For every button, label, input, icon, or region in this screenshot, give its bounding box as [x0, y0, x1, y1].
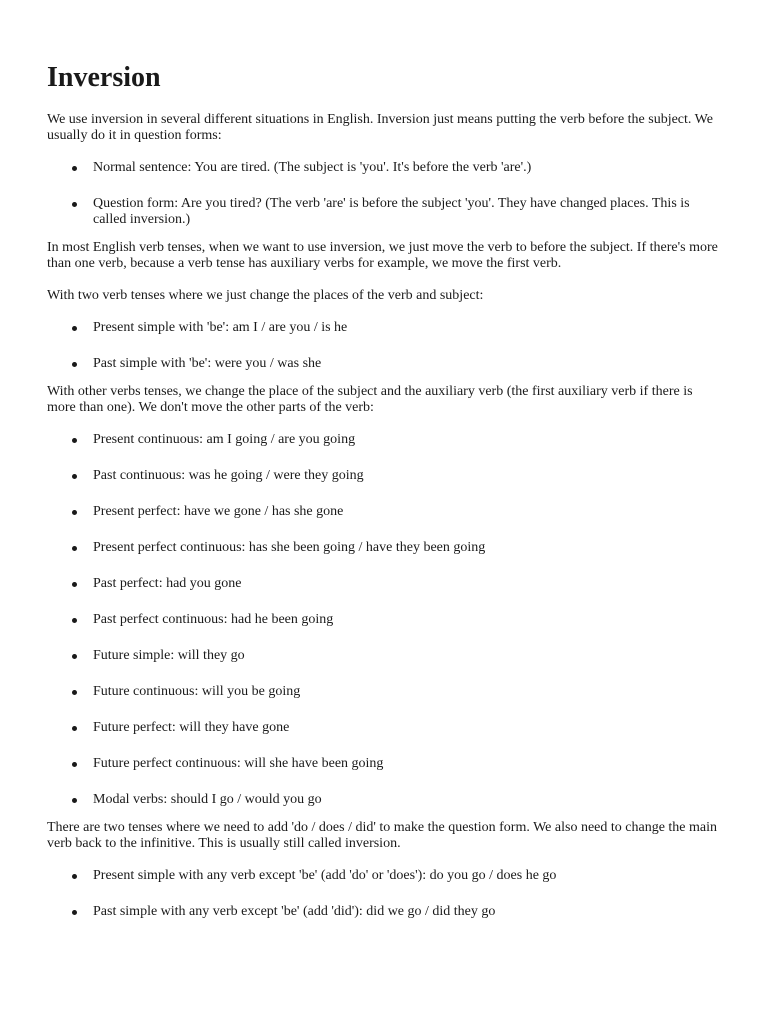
bullet-icon	[72, 726, 77, 731]
bullet-icon	[72, 798, 77, 803]
list-item	[47, 160, 720, 176]
list-item-text: Present perfect: have we gone / has she gone	[93, 504, 344, 519]
bullet-icon	[72, 582, 77, 587]
verb-tense-paragraph: In most English verb tenses, when we want to use inversion, we just move the verb to before the subject. If there's more than one verb, because a verb tense has auxiliary verbs for example, we move the first verb.	[47, 240, 718, 271]
list-item	[47, 684, 720, 700]
list-item	[47, 720, 720, 736]
list-item-text: Present simple with 'be': am I / are you / is he	[93, 320, 348, 335]
list-item	[47, 356, 720, 372]
list-item	[47, 432, 720, 448]
bullet-icon	[72, 762, 77, 767]
page-title: Inversion	[47, 62, 161, 93]
list-item	[47, 504, 720, 520]
list-item-text: Past continuous: was he going / were they going	[93, 468, 364, 483]
bullet-icon	[72, 438, 77, 443]
list-item-text: Future continuous: will you be going	[93, 684, 301, 699]
example-list	[47, 160, 720, 228]
list-item	[47, 868, 720, 884]
list-item-text: Future perfect continuous: will she have been going	[93, 756, 384, 771]
bullet-icon	[72, 690, 77, 695]
list-item-text: Past perfect: had you gone	[93, 576, 242, 591]
list-item-text: Present perfect continuous: has she been going / have they been going	[93, 540, 486, 555]
list-item	[47, 468, 720, 484]
list-item	[47, 756, 720, 772]
bullet-icon	[72, 202, 77, 207]
bullet-icon	[72, 166, 77, 171]
auxiliary-tenses-list	[47, 432, 720, 808]
list-item-text: Question form: Are you tired? (The verb 'are' is before the subject 'you'. They have changed places. This is called inversion.)	[93, 196, 690, 227]
list-item	[47, 612, 720, 628]
two-tenses-paragraph: With two verb tenses where we just change the places of the verb and subject:	[47, 288, 484, 303]
list-item-text: Past perfect continuous: had he been going	[93, 612, 334, 627]
list-item	[47, 540, 720, 556]
list-item-text: Normal sentence: You are tired. (The subject is 'you'. It's before the verb 'are'.)	[93, 160, 532, 175]
be-tenses-list	[47, 320, 720, 372]
do-does-did-paragraph: There are two tenses where we need to add 'do / does / did' to make the question form. We also need to change the main verb back to the infinitive. This is usually still called inversion.	[47, 820, 718, 851]
list-item-text: Future simple: will they go	[93, 648, 245, 663]
list-item-text: Future perfect: will they have gone	[93, 720, 290, 735]
list-item	[47, 904, 720, 920]
do-support-list	[47, 868, 720, 920]
list-item-text: Present continuous: am I going / are you going	[93, 432, 356, 447]
list-item	[47, 576, 720, 592]
bullet-icon	[72, 618, 77, 623]
list-item	[47, 648, 720, 664]
list-item	[47, 196, 720, 228]
list-item	[47, 320, 720, 336]
bullet-icon	[72, 474, 77, 479]
other-tenses-paragraph: With other verbs tenses, we change the place of the subject and the auxiliary verb (the first auxiliary verb if there is more than one). We don't move the other parts of the verb:	[47, 384, 693, 415]
list-item-text: Past simple with 'be': were you / was she	[93, 356, 322, 371]
bullet-icon	[72, 874, 77, 879]
intro-paragraph: We use inversion in several different situations in English. Inversion just means putting the verb before the subject. We usually do it in question forms:	[47, 112, 713, 143]
bullet-icon	[72, 326, 77, 331]
list-item-text: Past simple with any verb except 'be' (add 'did'): did we go / did they go	[93, 904, 496, 919]
bullet-icon	[72, 654, 77, 659]
bullet-icon	[72, 510, 77, 515]
list-item-text: Modal verbs: should I go / would you go	[93, 792, 322, 807]
bullet-icon	[72, 546, 77, 551]
bullet-icon	[72, 910, 77, 915]
list-item	[47, 792, 720, 808]
bullet-icon	[72, 362, 77, 367]
list-item-text: Present simple with any verb except 'be' (add 'do' or 'does'): do you go / does he go	[93, 868, 557, 883]
